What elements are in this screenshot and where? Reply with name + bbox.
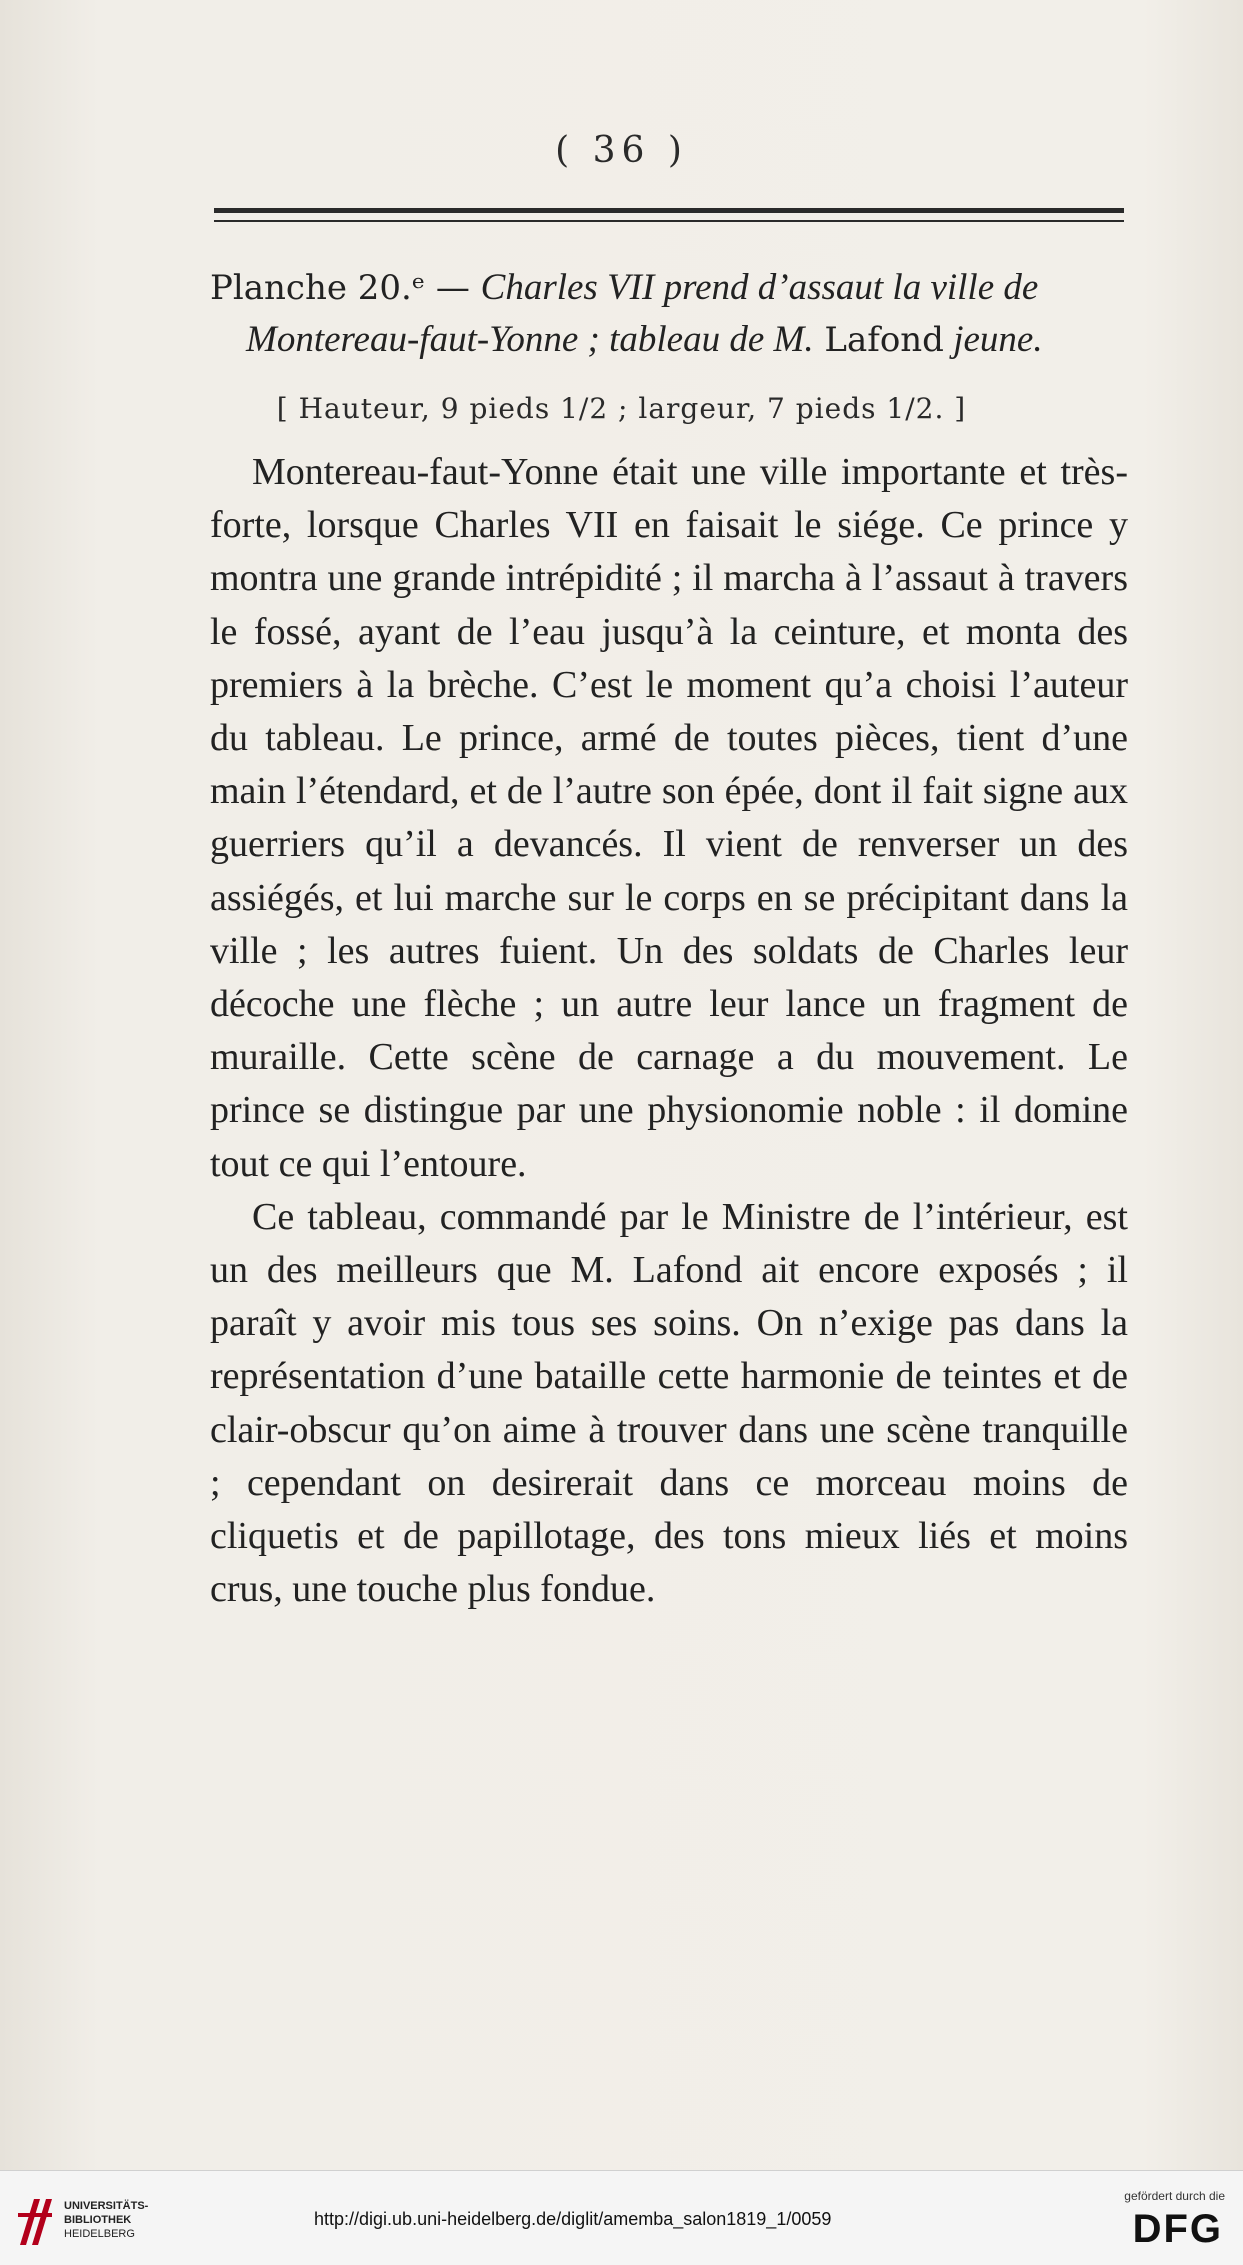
plate-title-italic-2: Montereau-faut-Yonne ; tableau de M. (246, 319, 814, 360)
plate-title-line-1 (210, 262, 1128, 314)
header-rule-thick (214, 208, 1124, 213)
page-number: ( 36 ) (555, 130, 688, 171)
library-logo-icon (14, 2193, 56, 2251)
header-rule-thin (214, 220, 1124, 222)
library-name-line-2: BIBLIOTHEK (64, 2214, 132, 2226)
plate-title-line-2 (210, 314, 1128, 366)
permalink-url[interactable]: http://digi.ub.uni-heidelberg.de/diglit/amemba_salon1819_1/0059 (314, 2209, 832, 2229)
body-text (210, 446, 1128, 1616)
library-name-line-3: HEIDELBERG (64, 2228, 135, 2240)
artist-name: Lafond (813, 320, 944, 360)
plate-label: Planche 20.ᵉ — (210, 268, 481, 308)
plate-title-italic-1: Charles VII prend d’assaut la ville de (480, 267, 1039, 308)
plate-title (210, 262, 1128, 366)
library-name-line-1: UNIVERSITÄTS- (64, 2200, 149, 2212)
plate-title-italic-3: jeune. (943, 319, 1043, 360)
viewer-footer (0, 2170, 1243, 2265)
paragraph-1: Montereau-faut-Yonne était une ville importante et très-forte, lorsque Charles VII en faisait le siége. Ce prince y montra une grande intrépidité ; il marcha à l’assaut à travers le fossé, ayant de l’eau jusqu’à la ceinture, et monta des premiers à la brèche. C’est le moment qu’a choisi l’auteur du tableau. Le prince, armé de toutes pièces, tient d’une main l’étendard, et de l’autre son épée, dont il fait signe aux guerriers qu’il a devancés. Il vient de renverser un des assiégés, et lui marche sur le corps en se précipitant dans la ville ; les autres fuient. Un des soldats de Charles leur décoche une flèche ; un autre leur lance un fragment de muraille. Cette scène de carnage a du mouvement. Le prince se distingue par une physionomie noble : il domine tout ce qui l’entoure. (210, 451, 1128, 1185)
paragraph-2: Ce tableau, commandé par le Ministre de l’intérieur, est un des meilleurs que M. Lafond ait encore exposés ; il paraît y avoir mis tous ses soins. On n’exige pas dans la représentation d’une bataille cette harmonie de teintes et de clair-obscur qu’on aime à trouver dans une scène tranquille ; cependant on desirerait dans ce morceau moins de cliquetis et de papillotage, des tons mieux liés et moins crus, une touche plus fondue. (210, 1195, 1128, 1611)
dfg-logo: DFG (1132, 2207, 1223, 2251)
funding-note: gefördert durch die (1124, 2189, 1225, 2203)
painting-dimensions: [ Hauteur, 9 pieds 1/2 ; largeur, 7 pieds 1/2. ] (276, 392, 967, 425)
library-name (64, 2199, 148, 2241)
